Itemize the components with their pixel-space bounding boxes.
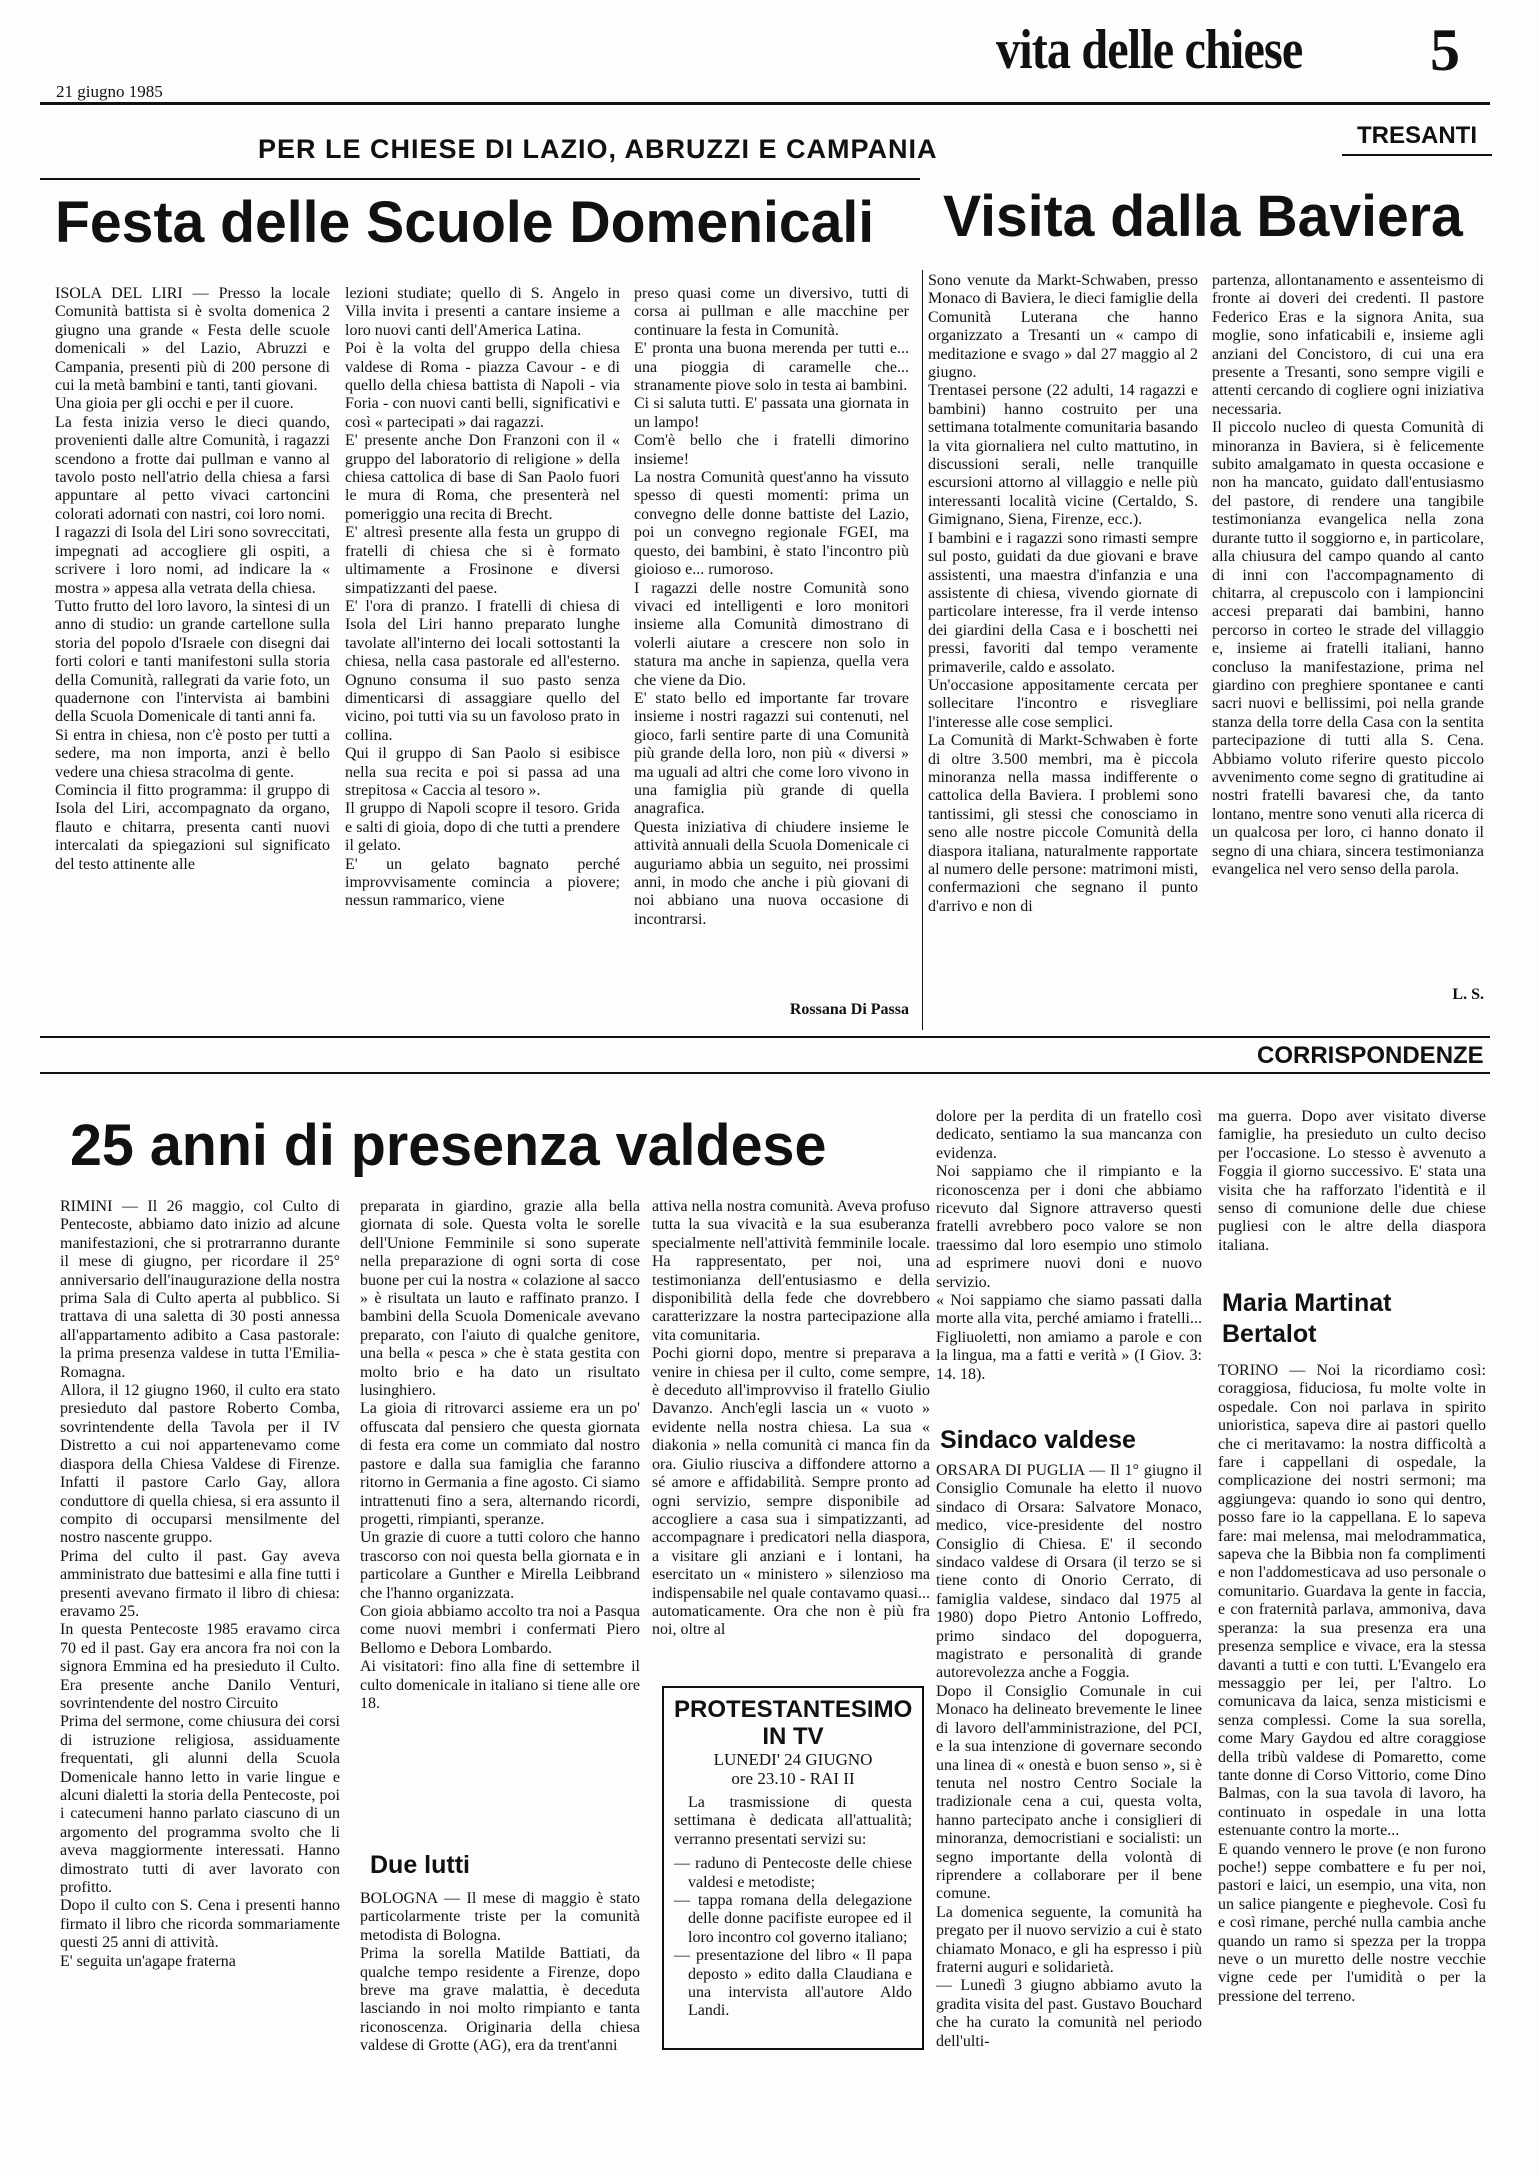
festa-column-1: ISOLA DEL LIRI — Presso la locale Comunità battista si è svolta domenica 2 giugno una grande « Festa delle scuole domenicali » del Lazio, Abruzzi e Campania, presenti più di 200 persone di cui la metà bambini e tanti, tanti giovani. Una gioia per gli occhi e per il cuore. La festa inizia verso le dieci quando, provenienti dalle altre Comunità, i ragazzi scendono a frotte dai pullman e vanno al tavolo posto nell'atrio della chiesa a farsi appuntare al petto vivaci cartoncini colorati adornati con nastri, coi loro nomi. I ragazzi di Isola del Liri sono sovreccitati, impegnati ad accogliere gli ospiti, a scrivere i loro nomi, ad indicare la « mostra » appesa alla vetrata della chiesa. Tutto frutto del loro lavoro, la sintesi di un anno di studio: un grande cartellone sulla storia del popolo d'Israele con disegni dai forti colori e tanti manifestoni sulla storia della Comunità, rallegrati da varie foto, un quadernone con l'intervista ai bambini della Scuola Domenicale di tanti anni fa. Si entra in chiesa, non c'è posto per tutti a sedere, ma non importa, anzi è bello vedere una chiesa stracolma di gente. Comincia il fitto programma: il gruppo di Isola del Liri, accompagnato da organo, flauto e chitarra, presenta canti nuovi intercalati da spiegazioni sul significato del testo attinente alle (55, 285, 330, 873)
rimini-column-3: attiva nella nostra comunità. Aveva profuso tutta la sua vivacità e la sua esuberanza specialmente nell'attività femminile locale. Ha rappresentato, per noi, una testimonianza dell'entusiasmo e della disponibilità della fede che dovrebbero caratterizzare la nostra partecipazione alla vita comunitaria. Pochi giorni dopo, mentre si preparava a venire in chiesa per il culto, come sempre, è deceduto all'improvviso il fratello Giulio Davanzo. Anch'egli lascia un « vuoto » evidente nella nostra chiesa. La sua « diakonia » nella comunità ci manca fin da ora. Giulio riusciva a diffondere attorno a sé amore e affidabilità. Sempre pronto ad ogni servizio, sempre disponibile ad accogliere a casa sua i simpatizzanti, ad accompagnare i predicatori nella diaspora, a visitare gli anziani e i lontani, ha esercitato un « ministero » silenzioso ma indispensabile nel quale contavamo quasi... automaticamente. Ora che non è più fra noi, oltre al (652, 1198, 930, 1639)
lutti-continued: dolore per la perdita di un fratello così dedicato, sentiamo la sua mancanza con evidenza. Noi sappiamo che il rimpianto e la riconoscenza per i doni che abbiamo ricevuto dal Signore attraverso questi fratelli avrebbero poco valore se non traessimo dal loro esempio uno stimolo ad esprimere nuovi doni e nuovo servizio. « Noi sappiamo che siamo passati dalla morte alla vita, perché amiamo i fratelli... Figliuoletti, non amiamo a parole e con la lingua, ma a fatti e verità » (I Giov. 3: 14. 18). (936, 1108, 1202, 1383)
rimini-column-2: preparata in giardino, grazie alla bella giornata di sole. Questa volta le sorelle dell'Unione Femminile si sono superate nella preparazione di ogni sorta di cose buone per cui la nostra « colazione al sacco » è risultata un lauto e raffinato pranzo. I bambini della Scuola Domenicale avevano preparato, con l'aiuto di qualche genitore, una bella « pesca » che è stata gestita con molto brio e ha dato un risultato lusinghiero. La gioia di ritrovarci assieme era un po' offuscata dal pensiero che questa giornata di festa era come un commiato dal nostro pastore e dalla sua famiglia che faranno ritorno in Germania a fine agosto. Ci siamo intrattenuti fino a sera, alternando ricordi, progetti, rimpianti, speranze. Un grazie di cuore a tutti coloro che hanno trascorso con noi questa bella giornata e in particolare a Gunther e Mirella Leibbrand che l'hanno organizzata. Con gioia abbiamo accolto tra noi a Pasqua come nuovi membri i confermati Piero Bellomo e Debora Lombardo. Ai visitatori: fino alla fine di settembre il culto domenicale in italiano si tiene alle ore 18. (360, 1198, 640, 1712)
tv-box-date: LUNEDI' 24 GIUGNO (713, 1750, 873, 1769)
sindaco-valdese-text: ORSARA DI PUGLIA — Il 1° giugno il Consiglio Comunale ha eletto il nuovo sindaco di Orsara: Salvatore Monaco, medico, vice-presidente del nostro Consiglio di Chiesa. E' il secondo sindaco valdese di Orsara (il terzo se si tiene conto di Onorio Cerrato, di famiglia valdese, sindaco dal 1975 al 1980) dopo Pietro Antonio Loffredo, primo sindaco del dopoguerra, magistrato e personalità di grande autorevolezza anche a Foggia. Dopo il Consiglio Comunale in cui Monaco ha delineato brevemente le linee di lavoro dell'amministrazione, del PCI, e la sua intenzione di governare secondo una linea di « onestà e buon senso », si è tenuta nel nostro Centro Sociale la tradizionale cena a cui, questa volta, hanno partecipato anche i consiglieri di minoranza, democristiani e socialisti: un segno importante della volontà di riprendere a collaborare per il bene comune. La domenica seguente, la comunità ha pregato per il nuovo servizio a cui è stato chiamato Monaco, e gli ha espresso i più fraterni auguri e solidarietà. — Lunedì 3 giugno abbiamo avuto la gradita visita del past. Gustavo Bouchard che ha curato la comunità nel periodo dell'ulti- (936, 1462, 1202, 2050)
header-rule (40, 102, 1490, 105)
tv-box-title: PROTESTANTESIMO IN TV (674, 1696, 913, 1750)
sindaco-continued: ma guerra. Dopo aver visitato diverse famiglie, ha presieduto un culto deciso per l'occasione. Lo stesso è avvenuto a Foggia il giorno successivo. E' stata una visita che ha rafforzato l'identità e il senso di comunione delle due chiese pugliesi con le altre della diaspora italiana. (1218, 1108, 1486, 1254)
region-banner: PER LE CHIESE DI LAZIO, ABRUZZI E CAMPANIA (258, 134, 938, 164)
baviera-signature: L. S. (1452, 986, 1484, 1003)
festa-signature: Rossana Di Passa (789, 1001, 909, 1018)
column-rule-top (922, 270, 923, 1030)
tv-box-item: — raduno di Pentecoste delle chiese valdesi e metodiste; (674, 1855, 912, 1891)
festa-column-2: lezioni studiate; quello di S. Angelo in Villa invita i presenti a cantare insieme a loro nuovi canti dell'America Latina. Poi è la volta del gruppo della chiesa valdese di Roma - piazza Cavour - e di quello della chiesa battista di Napoli - via Foria - con nuovi canti belli, significativi e così « partecipati » dai ragazzi. E' presente anche Don Franzoni con il « gruppo del laboratorio di religione » della chiesa cattolica di base di San Paolo fuori le mura di Roma, che presenterà nel pomeriggio una recita di Brecht. E' altresì presente alla festa un gruppo di fratelli di chiesa che si è formato ultimamente a Frosinone e diversi simpatizzanti del paese. E' l'ora di pranzo. I fratelli di chiesa di Isola del Liri hanno preparato lunghe tavolate all'interno dei locali sottostanti la chiesa, nella casa pastorale ed all'esterno. Ognuno consuma il suo pasto senza dimenticarsi di assaggiare quello del vicino, poi tutti via su un favoloso prato in collina. Qui il gruppo di San Paolo si esibisce nella sua recita e poi si passa ad una strepitosa « Caccia al tesoro ». Il gruppo di Napoli scopre il tesoro. Grida e salti di gioia, dopo di che tutti a prendere il gelato. E' un gelato bagnato perché improvvisamente comincia a piovere; nessun rammarico, viene (345, 285, 620, 910)
martinat-text: TORINO — Noi la ricordiamo così: coraggiosa, fiduciosa, fu molte volte in ospedale. Con noi parlava in spirito unioristica, sapeva dire ai pastori quello che ci meritavamo: la nostra difficoltà a fare i cappellani di ospedale, la complicazione dei nostri sermoni; ma aggiungeva: quando io sono qui dentro, posso fare io la cappellana. E lo sapeva fare: mai melensa, mai melodrammatica, sapeva che la Bibbia non fa complimenti e non l'addomesticava ad uso personale o comunitario. Guardava la gente in faccia, e con fraternità parlava, ammoniva, dava speranza: la sua presenza era una presenza semplice e vivace, era la stessa davanti a tutti e con tutti. L'Evangelo era messaggio per lei, per l'altro. Lo comunicava da laica, senza misticismi e senza complessi. Come la sua sorella, come Mary Gaydou ed altre coraggiose della tribù valdese di Pomaretto, come tante donne di Corso Vittorio, come Dino Balmas, con la sua tavola di lavoro, ha continuato in ospedale in una lotta estenuante contro la morte... E quando vennero le prove (e non furono poche!) seppe combattere e fu per noi, pastori e laici, un esempio, una vita, non un salice piangente e pieghevole. Così fu e così rimane, perché nulla cambia anche quando un ramo si spezza per la troppa neve o un muretto delle nostre vecchie vigne cede per l'umidità o per la pressione del terreno. (1218, 1362, 1486, 2005)
section-tag-tresanti: TRESANTI (1357, 122, 1477, 149)
page-number: 5 (1430, 17, 1460, 83)
rimini-column-1: RIMINI — Il 26 maggio, col Culto di Pentecoste, abbiamo dato inizio ad alcune manifestazioni, che si protrarranno durante il mese di giugno, per ricordare il 25° anniversario dell'inaugurazione della nostra prima Sala di Culto aperta al pubblico. Si trattava di una saletta di 30 posti annessa all'appartamento adibito a Casa pastorale: la prima presenza valdese in tutta l'Emilia-Romagna. Allora, il 12 giugno 1960, il culto era stato presieduto dal pastore Roberto Comba, sovrintendente della Tavola per il IV Distretto a cui noi appartenevamo come diaspora della Chiesa Valdese di Firenze. Infatti il pastore Carlo Gay, allora conduttore di quella chiesa, si era assunto il compito di occuparsi mensilmente del nostro nascente gruppo. Prima del culto il past. Gay aveva amministrato due battesimi e alla fine tutti i presenti avevano firmato il libro di chiesa: eravamo 25. In questa Pentecoste 1985 eravamo circa 70 ed il past. Gay era ancora fra noi con la signora Emmina ed ha presieduto il Culto. Era presente anche Danilo Venturi, sovrintendente del nostro Circuito Prima del sermone, come chiusura dei corsi di istruzione religiosa, assiduamente frequentati, gli alunni della Scuola Domenicale hanno letto in varie lingue e alcuni dialetti la storia della Pentecoste, poi i catecumeni hanno parlato ciascuno di un argomento del programma svolto che li aveva maggiormente interessati. Hanno dimostrato tutti di aver lavorato con profitto. Dopo il culto con S. Cena i presenti hanno firmato il libro che ricorda sommariamente questi 25 anni di attività. E' seguita un'agape fraterna (60, 1198, 340, 1970)
tv-box-item: — tappa romana della delegazione delle donne pacifiste europee ed il loro incontro col governo italiano; (674, 1892, 912, 1946)
issue-date: 21 giugno 1985 (56, 82, 163, 101)
headline-festa: Festa delle Scuole Domenicali (55, 190, 875, 255)
due-lutti-text: BOLOGNA — Il mese di maggio è stato particolarmente triste per la comunità metodista di Bologna. Prima la sorella Matilde Battiati, da qualche tempo residente a Firenze, dopo breve ma grave malattia, è deceduta lasciando in noi molto rimpianto e tanta riconoscenza. Originaria della chiesa valdese di Grotte (AG), era da trent'anni (360, 1890, 640, 2055)
martinat-title: Maria Martinat Bertalot (1222, 1289, 1392, 1348)
region-rule (40, 178, 920, 180)
protestantesimo-tv-box (662, 1686, 924, 2050)
baviera-column-1: Sono venute da Markt-Schwaben, presso Monaco di Baviera, le dieci famiglie della Comunità Luterana che hanno organizzato a Tresanti un « campo di meditazione e svago » dal 27 maggio al 2 giugno. Trentasei persone (22 adulti, 14 ragazzi e bambini) hanno costruito per una settimana totalmente comunitaria basando la vita giornaliera nel culto mattutino, in discussioni serali, nelle tranquille escursioni attorno al villaggio e nelle più interessanti località vicine (Certaldo, S. Gimignano, Siena, Firenze, ecc.). I bambini e i ragazzi sono rimasti sempre sul posto, guidati da due giovani e brave assistenti, una maestra d'infanzia e una assistente di chiesa, vivendo giornate di particolare interesse, fra il verde intenso dei giardini della Casa e i boschetti nei pressi, favoriti dal tempo veramente primaverile, caldo e assolato. Un'occasione appositamente cercata per sollecitare l'incontro e risvegliare l'interesse alle cose semplici. La Comunità di Markt-Schwaben è forte di oltre 3.500 membri, ma è piccola minoranza nella massa indifferente o cattolica della Baviera. I problemi sono tantissimi, gli stessi che conosciamo in seno alle nostre piccole Comunità della diaspora italiana, naturalmente rapportate al numero delle persone: matrimoni misti, confermazioni che segnano il punto d'arrivo e non di (928, 272, 1198, 915)
tv-box-intro: La trasmissione di questa settimana è dedicata all'attualità; verranno presentati servizi su: (674, 1794, 912, 1848)
tag-rule (1342, 154, 1492, 156)
sindaco-valdese-title: Sindaco valdese (940, 1426, 1136, 1454)
section-tag-corrispondenze: CORRISPONDENZE (1257, 1042, 1484, 1069)
headline-baviera: Visita dalla Baviera (943, 184, 1463, 249)
section-brand: vita delle chiese (996, 19, 1303, 81)
due-lutti-title: Due lutti (370, 1851, 470, 1879)
section-divider (40, 1036, 1490, 1038)
festa-column-3: preso quasi come un diversivo, tutti di corsa ai pullman e alle macchine per continuare la festa in Comunità. E' pronta una buona merenda per tutti e... una pioggia di caramelle che... stranamente piove solo in testa ai bambini. Ci si saluta tutti. E' passata una giornata in un lampo! Com'è bello che i fratelli dimorino insieme! La nostra Comunità quest'anno ha vissuto spesso di questi momenti: prima un convegno delle donne battiste del Lazio, poi un convegno regionale FGEI, ma questo, dei bambini, è stato l'incontro più gioioso e... rumoroso. I ragazzi delle nostre Comunità sono vivaci ed intelligenti e loro monitori insieme alla Comunità dimostrano di volerli aiutare a crescere non solo in statura ma anche in sapienza, quella vera che viene da Dio. E' stato bello ed importante far trovare insieme i nostri ragazzi sui contenuti, nel gioco, farli sentire parte di una Comunità più grande della loro, non più « diversi » ma uguali ad altri che come loro vivono in una famiglia più grande di quella anagrafica. Questa iniziativa di chiudere insieme le attività annuali della Scuola Domenicale ci auguriamo abbia un seguito, nei prossimi anni, in modo che anche i più giovani di noi abbiano una nuova occasione di incontrarsi. (634, 285, 909, 928)
tv-box-list (674, 1855, 912, 2021)
tv-box-item: — presentazione del libro « Il papa deposto » edito dalla Claudiana e una intervista all'autore Aldo Landi. (674, 1947, 912, 2020)
corrispondenze-rule (40, 1072, 1490, 1074)
tv-box-time: ore 23.10 - RAI II (731, 1769, 855, 1788)
baviera-column-2: partenza, allontanamento e assenteismo di fronte ai doveri dei credenti. Il pastore Federico Eras e la signora Anita, sua moglie, sono infaticabili e, insieme agli anziani del Concistoro, di cui una era presente a Tresanti, sono sempre vigili e attenti cercando di cogliere ogni iniziativa necessaria. Il piccolo nucleo di questa Comunità di minoranza in Baviera, si è felicemente subito amalgamato in questa occasione e non ha mancato, guidato dall'entusiasmo del pastore, di rendere una tangibile testimonianza evangelica nella zona durante tutto il soggiorno e, in particolare, alla chiusura del campo quando al canto di inni con l'accompagnamento di chitarra, al crepuscolo con i lampioncini accesi preparati dai bambini, hanno percorso in corteo le strade del villaggio e, insieme ai fratelli italiani, hanno concluso la manifestazione, prima nel giardino con preghiere spontanee e canti sacri nuovi e bellissimi, poi nella grande stanza della torre della Casa con la sentita partecipazione di tutti alla S. Cena. Abbiamo voluto riferire questo piccolo avvenimento come segno di gratitudine ai nostri fratelli bavaresi che, da tanto lontano, mentre sono venuti alla ricerca di un qualcosa per loro, ci hanno donato il segno di una chiara, sincera testimonianza evangelica nel vero senso della parola. (1212, 272, 1484, 878)
headline-presenza-valdese: 25 anni di presenza valdese (70, 1113, 827, 1178)
